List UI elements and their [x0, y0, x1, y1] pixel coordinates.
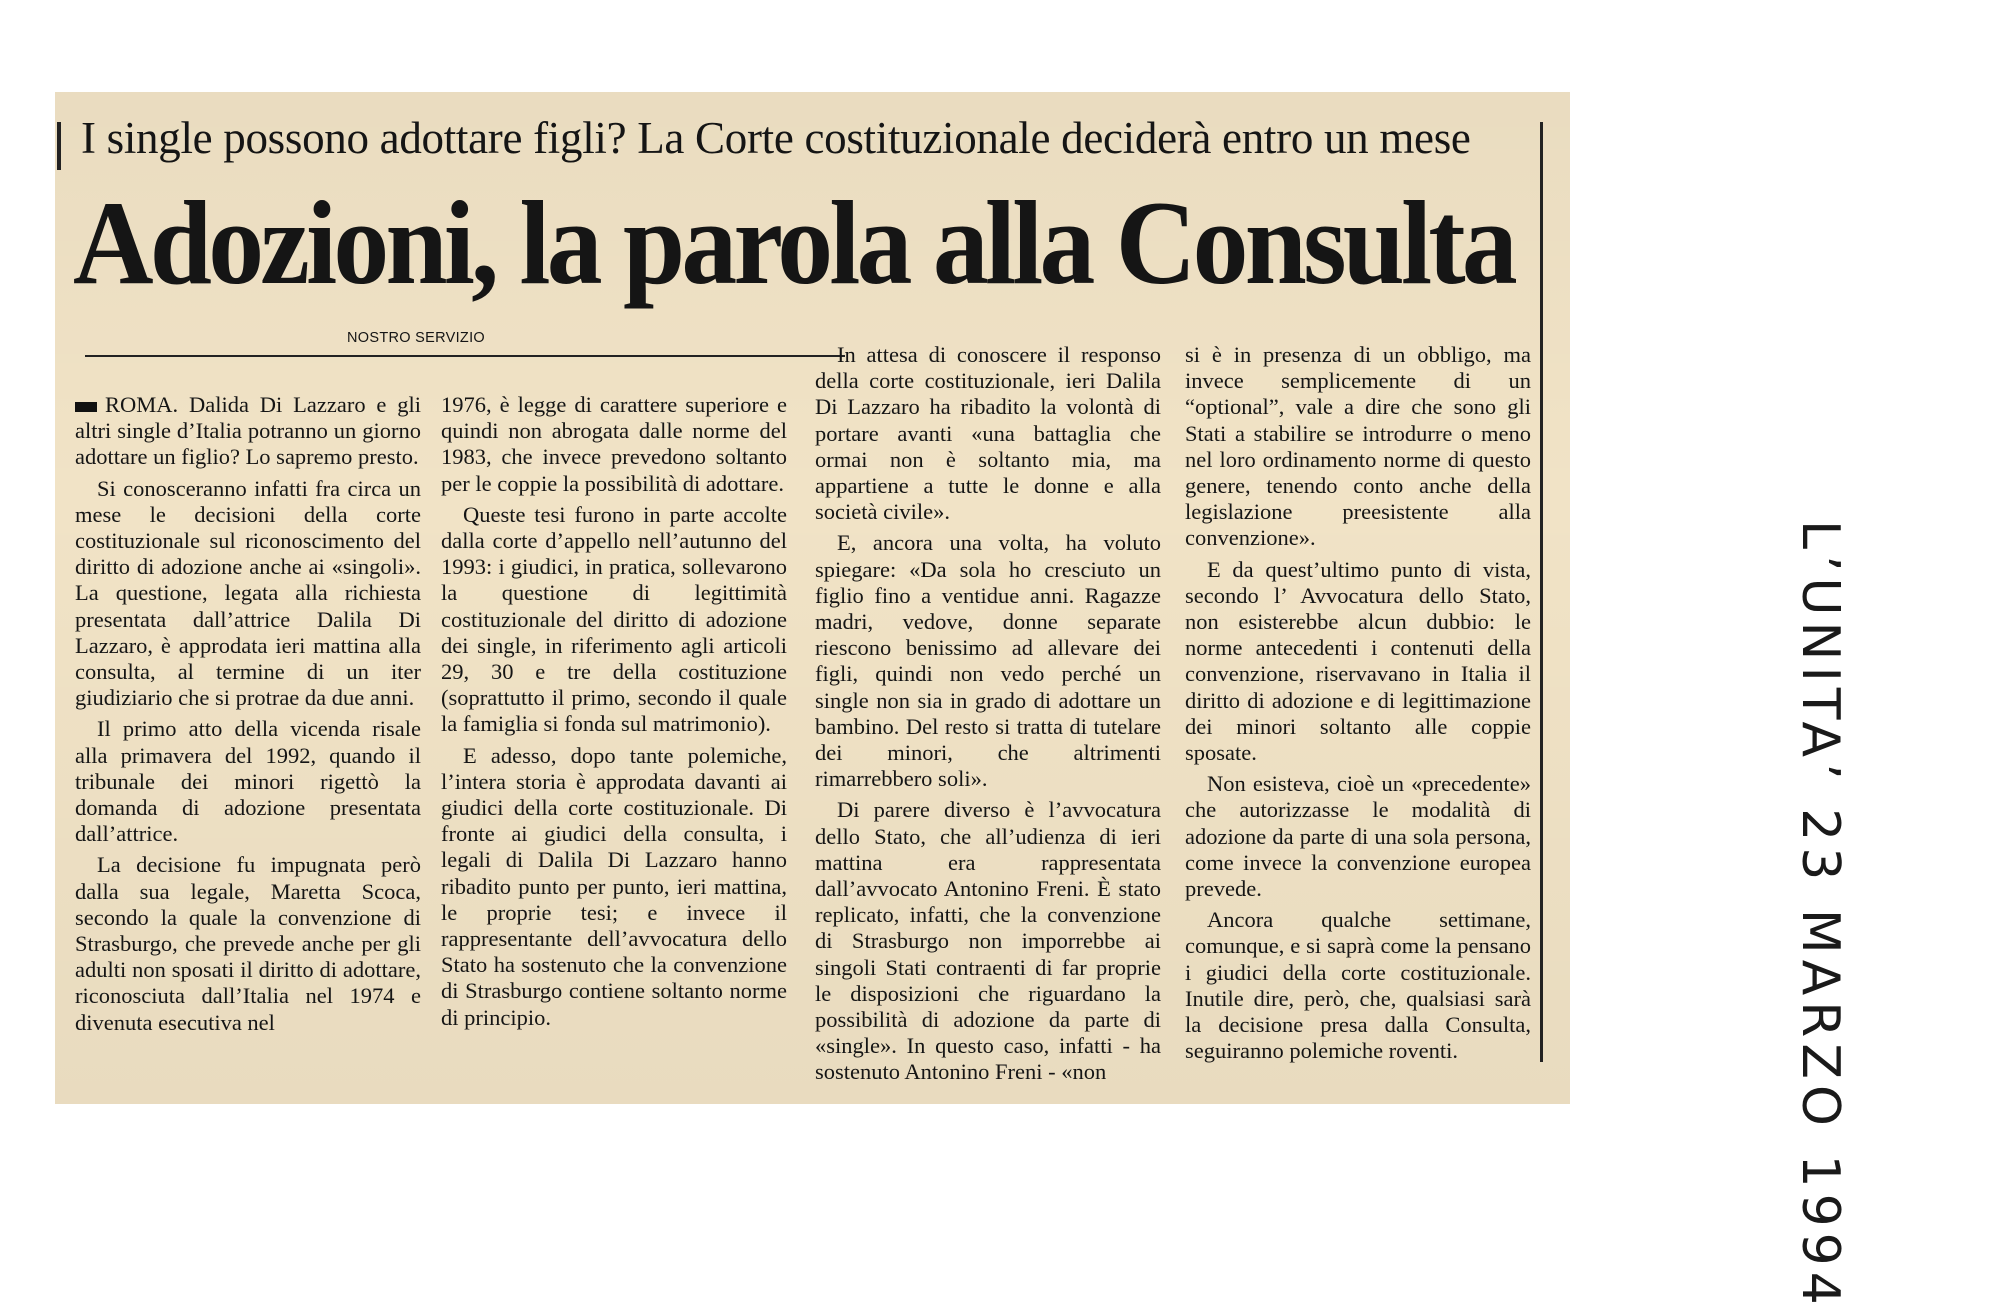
paragraph: E adesso, dopo tante polemiche, l’intera storia è approdata davanti ai giudici della corte costituzionale. Di fronte ai giudici della consulta, i legali di Dalila Di Lazzaro hanno ribadito punto per punto, ieri mattina, le proprie tesi; e invece il rappresentante dell’avvocatura dello Stato ha sostenuto che la convenzione di Strasburgo contiene soltanto norme di principio. [441, 742, 787, 1030]
article-column-2 [441, 392, 787, 1036]
kicker: I single possono adottare figli? La Corte costituzionale deciderà entro un mese [81, 113, 1471, 163]
paragraph: Non esisteva, cioè un «precedente» che autorizzasse le modalità di adozione da parte di una sola persona, come invece la convenzione europea prevede. [1185, 771, 1531, 902]
kicker-bar [57, 122, 61, 170]
article-column-1 [75, 392, 421, 1041]
paragraph: E, ancora una volta, ha voluto spiegare: «Da sola ho cresciuto un figlio fino a ventidue anni. Ragazze madri, vedove, donne separate riescono benissimo ad allevare dei figli, quindi non vedo perché un single non sia in grado di adottare un bambino. Del resto si tratta di tutelare dei minori, che altrimenti rimarrebbero soli». [815, 530, 1161, 792]
paragraph: E da quest’ultimo punto di vista, secondo l’ Avvocatura dello Stato, non esisterebbe alcun dubbio: le norme antecedenti i contenuti della convenzione, riservavano in Italia il diritto di adozione e di legittimazione dei minori soltanto alle coppie sposate. [1185, 556, 1531, 766]
paragraph: Ancora qualche settimane, comunque, e si saprà come la pensano i giudici della corte costituzionale. Inutile dire, però, che, qualsiasi sarà la decisione presa dalla Consulta, seguiranno polemiche roventi. [1185, 907, 1531, 1064]
newspaper-clipping [55, 92, 1570, 1104]
article-column-3 [815, 342, 1161, 1091]
column-rule [1540, 122, 1543, 1062]
paragraph [75, 392, 421, 471]
paragraph: Si conosceranno infatti fra circa un mese le decisioni della corte costituzionale sul riconoscimento del diritto di adozione anche ai «singoli». La questione, legata alla richiesta presentata dall’attrice Dalila Di Lazzaro, è approdata ieri mattina alla consulta, al termine di un iter giudiziario che si protrae da due anni. [75, 475, 421, 711]
paragraph: si è in presenza di un obbligo, ma invece semplicemente di un “optional”, vale a dire che sono gli Stati a stabilire se introdurre o meno nel loro ordinamento norme di questo genere, tenendo conto anche della legislazione preesistente alla convenzione». [1185, 342, 1531, 551]
paragraph: Il primo atto della vicenda risale alla primavera del 1992, quando il tribunale dei minori rigettò la domanda di adozione presentata dall’attrice. [75, 716, 421, 847]
paragraph: 1976, è legge di carattere superiore e quindi non abrogata dalle norme del 1983, che invece prevedono soltanto per le coppie la possibilità di adottare. [441, 392, 787, 496]
paragraph-text: ROMA. Dalida Di Lazzaro e gli altri single d’Italia potranno un giorno adottare un figlio? Lo sapremo presto. [75, 392, 421, 470]
headline: Adozioni, la parola alla Consulta [73, 176, 1514, 309]
handwritten-source-note: L’UNITA’ 23 MARZO 1994 [1790, 520, 1850, 1311]
bullet-mark [75, 402, 97, 412]
byline: NOSTRO SERVIZIO [347, 330, 485, 346]
article-column-4 [1185, 342, 1531, 1069]
paragraph: Queste tesi furono in parte accolte dalla corte d’appello nell’autunno del 1993: i giudici, in pratica, sollevarono la questione di legittimità costituzionale del diritto di adozione dei single, in riferimento agli articoli 29, 30 e tre della costituzione (soprattutto il primo, secondo il quale la famiglia si fonda sul matrimonio). [441, 501, 787, 737]
paragraph: In attesa di conoscere il responso della corte costituzionale, ieri Dalila Di Lazzaro ha ribadito la volontà di portare avanti «una battaglia che ormai non è soltanto mia, ma appartiene a tutte le donne e alla società civile». [815, 342, 1161, 525]
paragraph: Di parere diverso è l’avvocatura dello Stato, che all’udienza di ieri mattina era rappresentata dall’avvocato Antonino Freni. È stato replicato, infatti, che la convenzione di Strasburgo non imporrebbe ai singoli Stati contraenti di far proprie le disposizioni che riguardano la possibilità di adozione da parte di «single». In questo caso, infatti - ha sostenuto Antonino Freni - «non [815, 797, 1161, 1085]
byline-rule [85, 355, 845, 357]
paragraph: La decisione fu impugnata però dalla sua legale, Maretta Scoca, secondo la quale la convenzione di Strasburgo, che prevede anche per gli adulti non sposati il diritto di adottare, riconosciuta dall’Italia nel 1974 e divenuta esecutiva nel [75, 852, 421, 1035]
